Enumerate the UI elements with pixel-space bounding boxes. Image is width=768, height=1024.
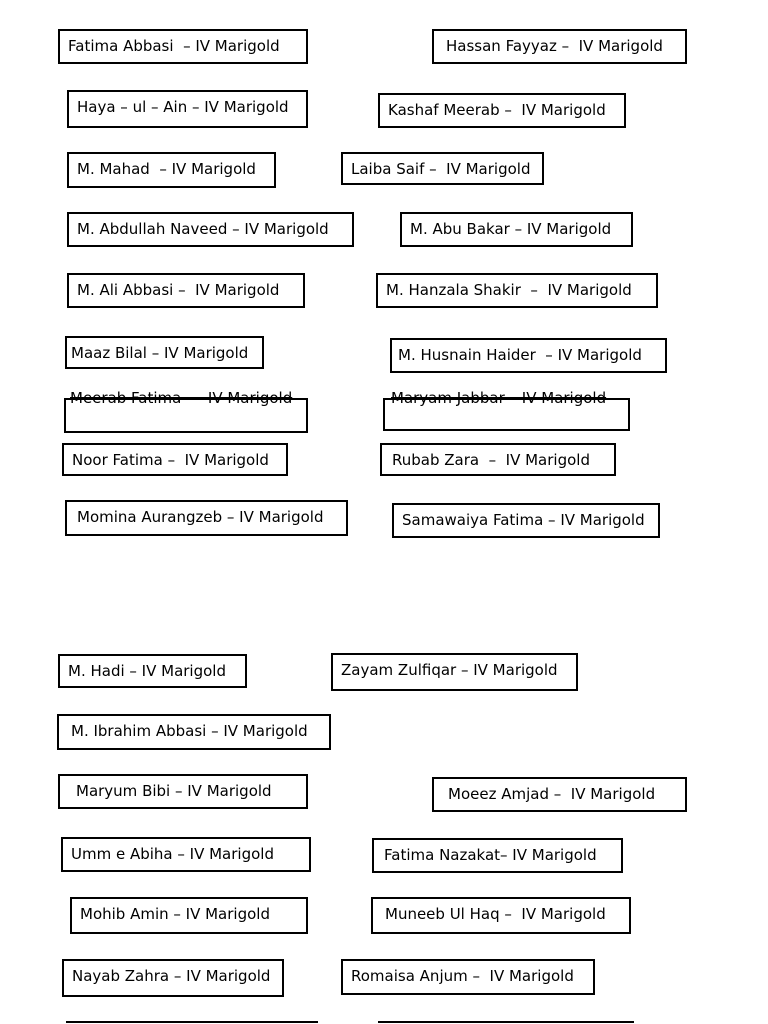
name-label-m-hadi: M. Hadi – IV Marigold: [58, 654, 247, 688]
name-label-noor-fatima: Noor Fatima – IV Marigold: [62, 443, 288, 476]
name-label-momina-aurangzeb: Momina Aurangzeb – IV Marigold: [65, 500, 348, 536]
name-label-laiba-saif: Laiba Saif – IV Marigold: [341, 152, 544, 185]
name-label-nayab-zahra: Nayab Zahra – IV Marigold: [62, 959, 284, 997]
name-label-maryum-bibi: Maryum Bibi – IV Marigold: [58, 774, 308, 809]
name-label-romaisa-anjum: Romaisa Anjum – IV Marigold: [341, 959, 595, 995]
name-label-haya-ul-ain: Haya – ul – Ain – IV Marigold: [67, 90, 308, 128]
cutoff-box-top-right: [378, 1021, 634, 1023]
name-label-fatima-nazakat: Fatima Nazakat– IV Marigold: [372, 838, 623, 873]
name-label-zayam-zulfiqar: Zayam Zulfiqar – IV Marigold: [331, 653, 578, 691]
name-label-maryam-jabbar-text: Maryam Jabbar – IV Marigold: [391, 389, 607, 407]
name-label-mohib-amin: Mohib Amin – IV Marigold: [70, 897, 308, 934]
name-label-maaz-bilal: Maaz Bilal – IV Marigold: [65, 336, 264, 369]
name-label-m-mahad: M. Mahad – IV Marigold: [67, 152, 276, 188]
name-label-m-abdullah-naveed: M. Abdullah Naveed – IV Marigold: [67, 212, 354, 247]
name-label-m-hanzala-shakir: M. Hanzala Shakir – IV Marigold: [376, 273, 658, 308]
name-label-meerab-fatima-text: Meerab Fatima – IV Marigold: [70, 389, 293, 407]
name-label-m-ali-abbasi: M. Ali Abbasi – IV Marigold: [67, 273, 305, 308]
name-label-hassan-fayyaz: Hassan Fayyaz – IV Marigold: [432, 29, 687, 64]
name-label-umm-e-abiha: Umm e Abiha – IV Marigold: [61, 837, 311, 872]
cutoff-box-top-left: [66, 1021, 318, 1023]
name-label-muneeb-ul-haq: Muneeb Ul Haq – IV Marigold: [371, 897, 631, 934]
name-label-m-abu-bakar: M. Abu Bakar – IV Marigold: [400, 212, 633, 247]
name-label-m-ibrahim-abbasi: M. Ibrahim Abbasi – IV Marigold: [57, 714, 331, 750]
name-label-maryam-jabbar-box: [383, 398, 630, 431]
name-label-kashaf-meerab: Kashaf Meerab – IV Marigold: [378, 93, 626, 128]
name-label-fatima-abbasi: Fatima Abbasi – IV Marigold: [58, 29, 308, 64]
name-label-rubab-zara: Rubab Zara – IV Marigold: [380, 443, 616, 476]
name-label-m-husnain-haider: M. Husnain Haider – IV Marigold: [390, 338, 667, 373]
name-label-samawaiya-fatima: Samawaiya Fatima – IV Marigold: [392, 503, 660, 538]
name-label-moeez-amjad: Moeez Amjad – IV Marigold: [432, 777, 687, 812]
name-label-meerab-fatima-box: [64, 398, 308, 433]
